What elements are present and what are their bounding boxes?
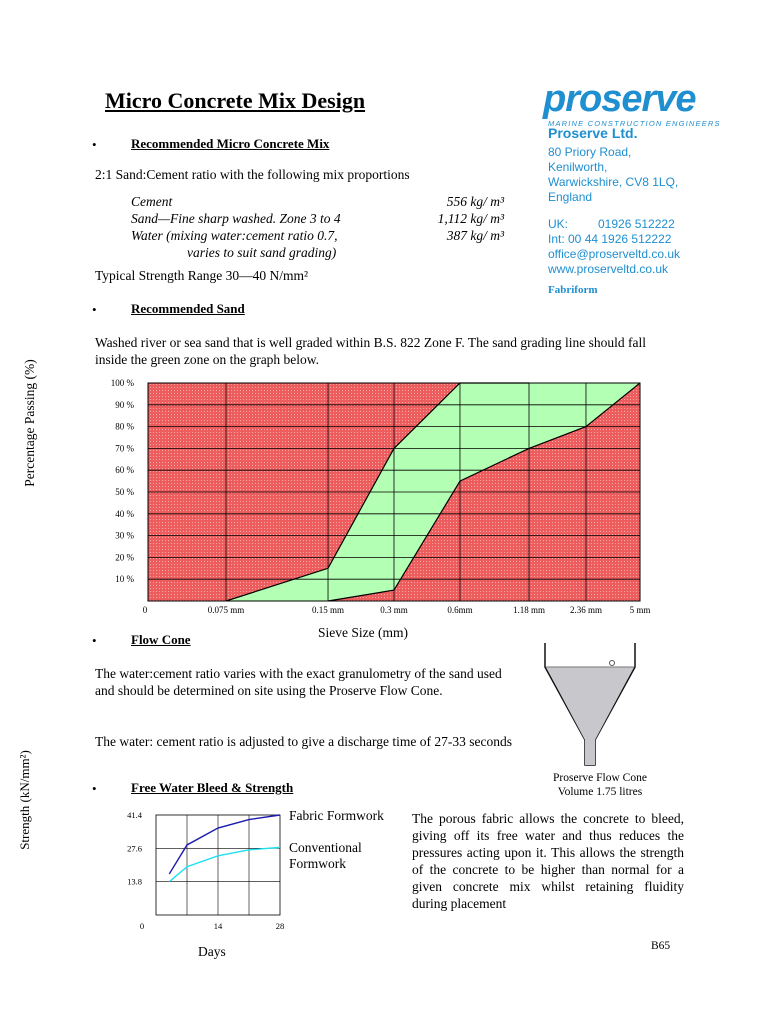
y-tick-label: 40 % <box>115 508 134 519</box>
address-line: England <box>548 190 593 204</box>
y-tick-label: 41.4 <box>127 810 142 820</box>
y-tick-label: 70 % <box>115 443 134 454</box>
mix-value-cement: 556 kg/ m³ <box>446 194 504 209</box>
legend-fabric: Fabric Formwork <box>289 808 384 823</box>
company-name: Proserve Ltd. <box>548 125 638 141</box>
flowcone-text-2: The water: cement ratio is adjusted to give a discharge time of 27-33 seconds <box>95 734 512 749</box>
y-tick-label: 30 % <box>115 530 134 541</box>
conventional-formwork-line <box>169 847 280 881</box>
y-tick-label: 27.6 <box>127 843 142 854</box>
mix-label-water-cont: varies to suit sand grading) <box>187 245 337 260</box>
sand-chart-ylabel: Percentage Passing (%) <box>22 359 37 487</box>
page-number: B65 <box>651 940 671 952</box>
x-tick-label: 0 <box>139 921 145 931</box>
x-tick-label: 0.3 mm <box>380 605 408 615</box>
y-tick-label: 80 % <box>115 421 134 432</box>
section-heading-flowcone: Flow Cone <box>131 632 191 647</box>
legend-conventional-1: Conventional <box>289 840 362 855</box>
company-logo: proserve <box>543 78 696 120</box>
flowcone-text-1: The water:cement ratio varies with the exact granulometry of the sand used and should be determined on site using the Proserve Flow Cone. <box>95 666 502 698</box>
bullet-icon: • <box>92 137 97 152</box>
x-tick-label: 0.6mm <box>447 605 473 615</box>
address-line: Warwickshire, CV8 1LQ, <box>548 175 679 189</box>
strength-chart-xlabel: Days <box>198 944 226 959</box>
mix-label-sand: Sand—Fine sharp washed. Zone 3 to 4 <box>131 211 341 226</box>
strength-chart-ylabel: Strength (kN/mm²) <box>17 750 32 850</box>
sand-text: Washed river or sea sand that is well graded within B.S. 822 Zone F. The sand grading line should fall inside the green zone on the graph below. <box>95 335 646 367</box>
section-heading-sand: Recommended Sand <box>131 301 245 316</box>
flow-cone-illustration <box>535 640 645 770</box>
web-link[interactable]: www.proserveltd.co.uk <box>548 262 669 276</box>
x-tick-label: 0.15 mm <box>312 605 345 615</box>
section-heading-bleed: Free Water Bleed & Strength <box>131 780 294 795</box>
mix-intro: 2:1 Sand:Cement ratio with the following mix proportions <box>95 167 410 182</box>
legend-conventional-2: Formwork <box>289 856 346 871</box>
strength-chart <box>90 805 290 935</box>
mix-label-cement: Cement <box>131 194 173 209</box>
x-tick-label: 0 <box>142 605 148 615</box>
page-title: Micro Concrete Mix Design <box>105 88 366 113</box>
y-tick-label: 13.8 <box>127 876 142 887</box>
x-tick-label: 1.18 mm <box>512 605 546 615</box>
y-tick-label: 20 % <box>115 552 134 563</box>
y-tick-label: 90 % <box>115 399 134 410</box>
email-link[interactable]: office@proserveltd.co.uk <box>548 247 681 261</box>
x-tick-label: 14 <box>213 921 223 931</box>
uk-phone: 01926 512222 <box>598 217 675 231</box>
strength-range: Typical Strength Range 30—40 N/mm² <box>95 268 309 283</box>
y-tick-label: 100 % <box>110 378 134 388</box>
x-tick-label: 5 mm <box>629 605 651 615</box>
y-tick-label: 60 % <box>115 465 134 476</box>
y-tick-label: 10 % <box>115 574 134 585</box>
address-line: Kenilworth, <box>548 160 608 174</box>
bullet-icon: • <box>92 633 97 648</box>
y-tick-label: 50 % <box>115 487 134 497</box>
mix-label-water: Water (mixing water:cement ratio 0.7, <box>131 228 338 243</box>
fabric-formwork-line <box>169 815 280 874</box>
bullet-icon: • <box>92 781 97 796</box>
int-phone: Int: 00 44 1926 512222 <box>548 232 672 246</box>
flow-cone-volume: Volume 1.75 litres <box>557 786 643 798</box>
section-heading-mix: Recommended Micro Concrete Mix <box>131 136 330 151</box>
x-tick-label: 28 <box>275 921 285 931</box>
mix-value-sand: 1,112 kg/ m³ <box>437 211 504 226</box>
sand-chart-xlabel: Sieve Size (mm) <box>318 625 408 640</box>
address-line: 80 Priory Road, <box>548 145 632 159</box>
mix-value-water: 387 kg/ m³ <box>446 228 504 243</box>
fabriform-brand: Fabriform <box>548 284 598 296</box>
uk-label: UK: <box>548 217 569 231</box>
bullet-icon: • <box>92 302 97 317</box>
company-logo-subtitle: MARINE CONSTRUCTION ENGINEERS <box>548 119 721 128</box>
x-tick-label: 2.36 mm <box>569 605 602 615</box>
x-tick-label: 0.075 mm <box>207 605 245 615</box>
sand-grading-chart <box>90 375 660 645</box>
flow-cone-caption: Proserve Flow Cone <box>553 772 647 784</box>
bleed-text: The porous fabric allows the concrete to bleed, giving off its free water and thus reduces the pressures acting upon it. This allows the strength of the concrete to be higher than normal for a given concrete mix whilst retaining fluidity during placement <box>412 811 684 911</box>
